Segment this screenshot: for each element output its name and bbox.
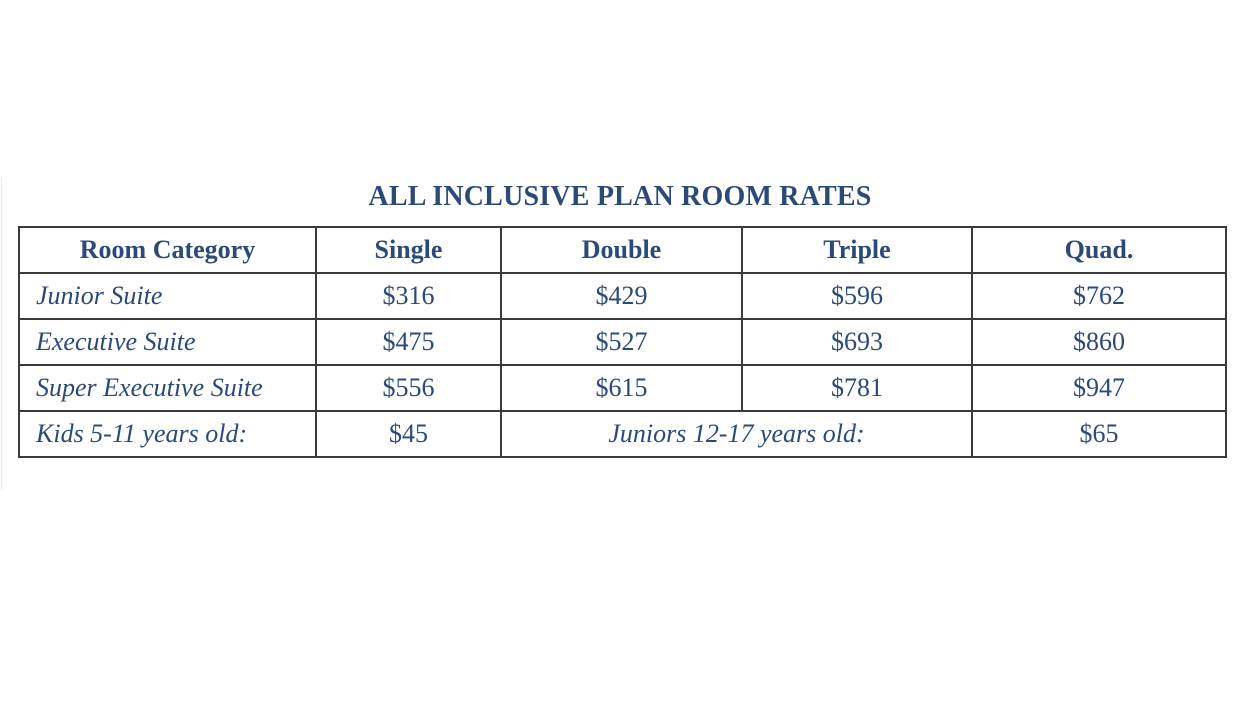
table-row xyxy=(19,273,1226,319)
table-title: ALL INCLUSIVE PLAN ROOM RATES xyxy=(368,181,872,212)
kids-rate: $45 xyxy=(316,411,501,457)
juniors-rate: $65 xyxy=(972,411,1226,457)
rate-quad: $947 xyxy=(972,365,1226,411)
row-category: Super Executive Suite xyxy=(19,365,316,411)
header-row xyxy=(19,227,1226,273)
footer-row xyxy=(19,411,1226,457)
rate-triple: $596 xyxy=(742,273,972,319)
kids-age-label: Kids 5-11 years old: xyxy=(19,411,316,457)
rate-quad: $762 xyxy=(972,273,1226,319)
header-double: Double xyxy=(501,227,742,273)
row-category: Junior Suite xyxy=(19,273,316,319)
rate-single: $475 xyxy=(316,319,501,365)
rate-double: $527 xyxy=(501,319,742,365)
table-row xyxy=(19,319,1226,365)
rate-triple: $693 xyxy=(742,319,972,365)
header-single: Single xyxy=(316,227,501,273)
juniors-age-label: Juniors 12-17 years old: xyxy=(501,411,972,457)
rate-double: $615 xyxy=(501,365,742,411)
row-category: Executive Suite xyxy=(19,319,316,365)
header-room-category: Room Category xyxy=(19,227,316,273)
rate-double: $429 xyxy=(501,273,742,319)
room-rates-table xyxy=(18,226,1227,458)
header-triple: Triple xyxy=(742,227,972,273)
rate-single: $316 xyxy=(316,273,501,319)
page-edge-line xyxy=(1,178,2,490)
rate-single: $556 xyxy=(316,365,501,411)
table-row xyxy=(19,365,1226,411)
header-quad: Quad. xyxy=(972,227,1226,273)
rate-triple: $781 xyxy=(742,365,972,411)
rate-quad: $860 xyxy=(972,319,1226,365)
